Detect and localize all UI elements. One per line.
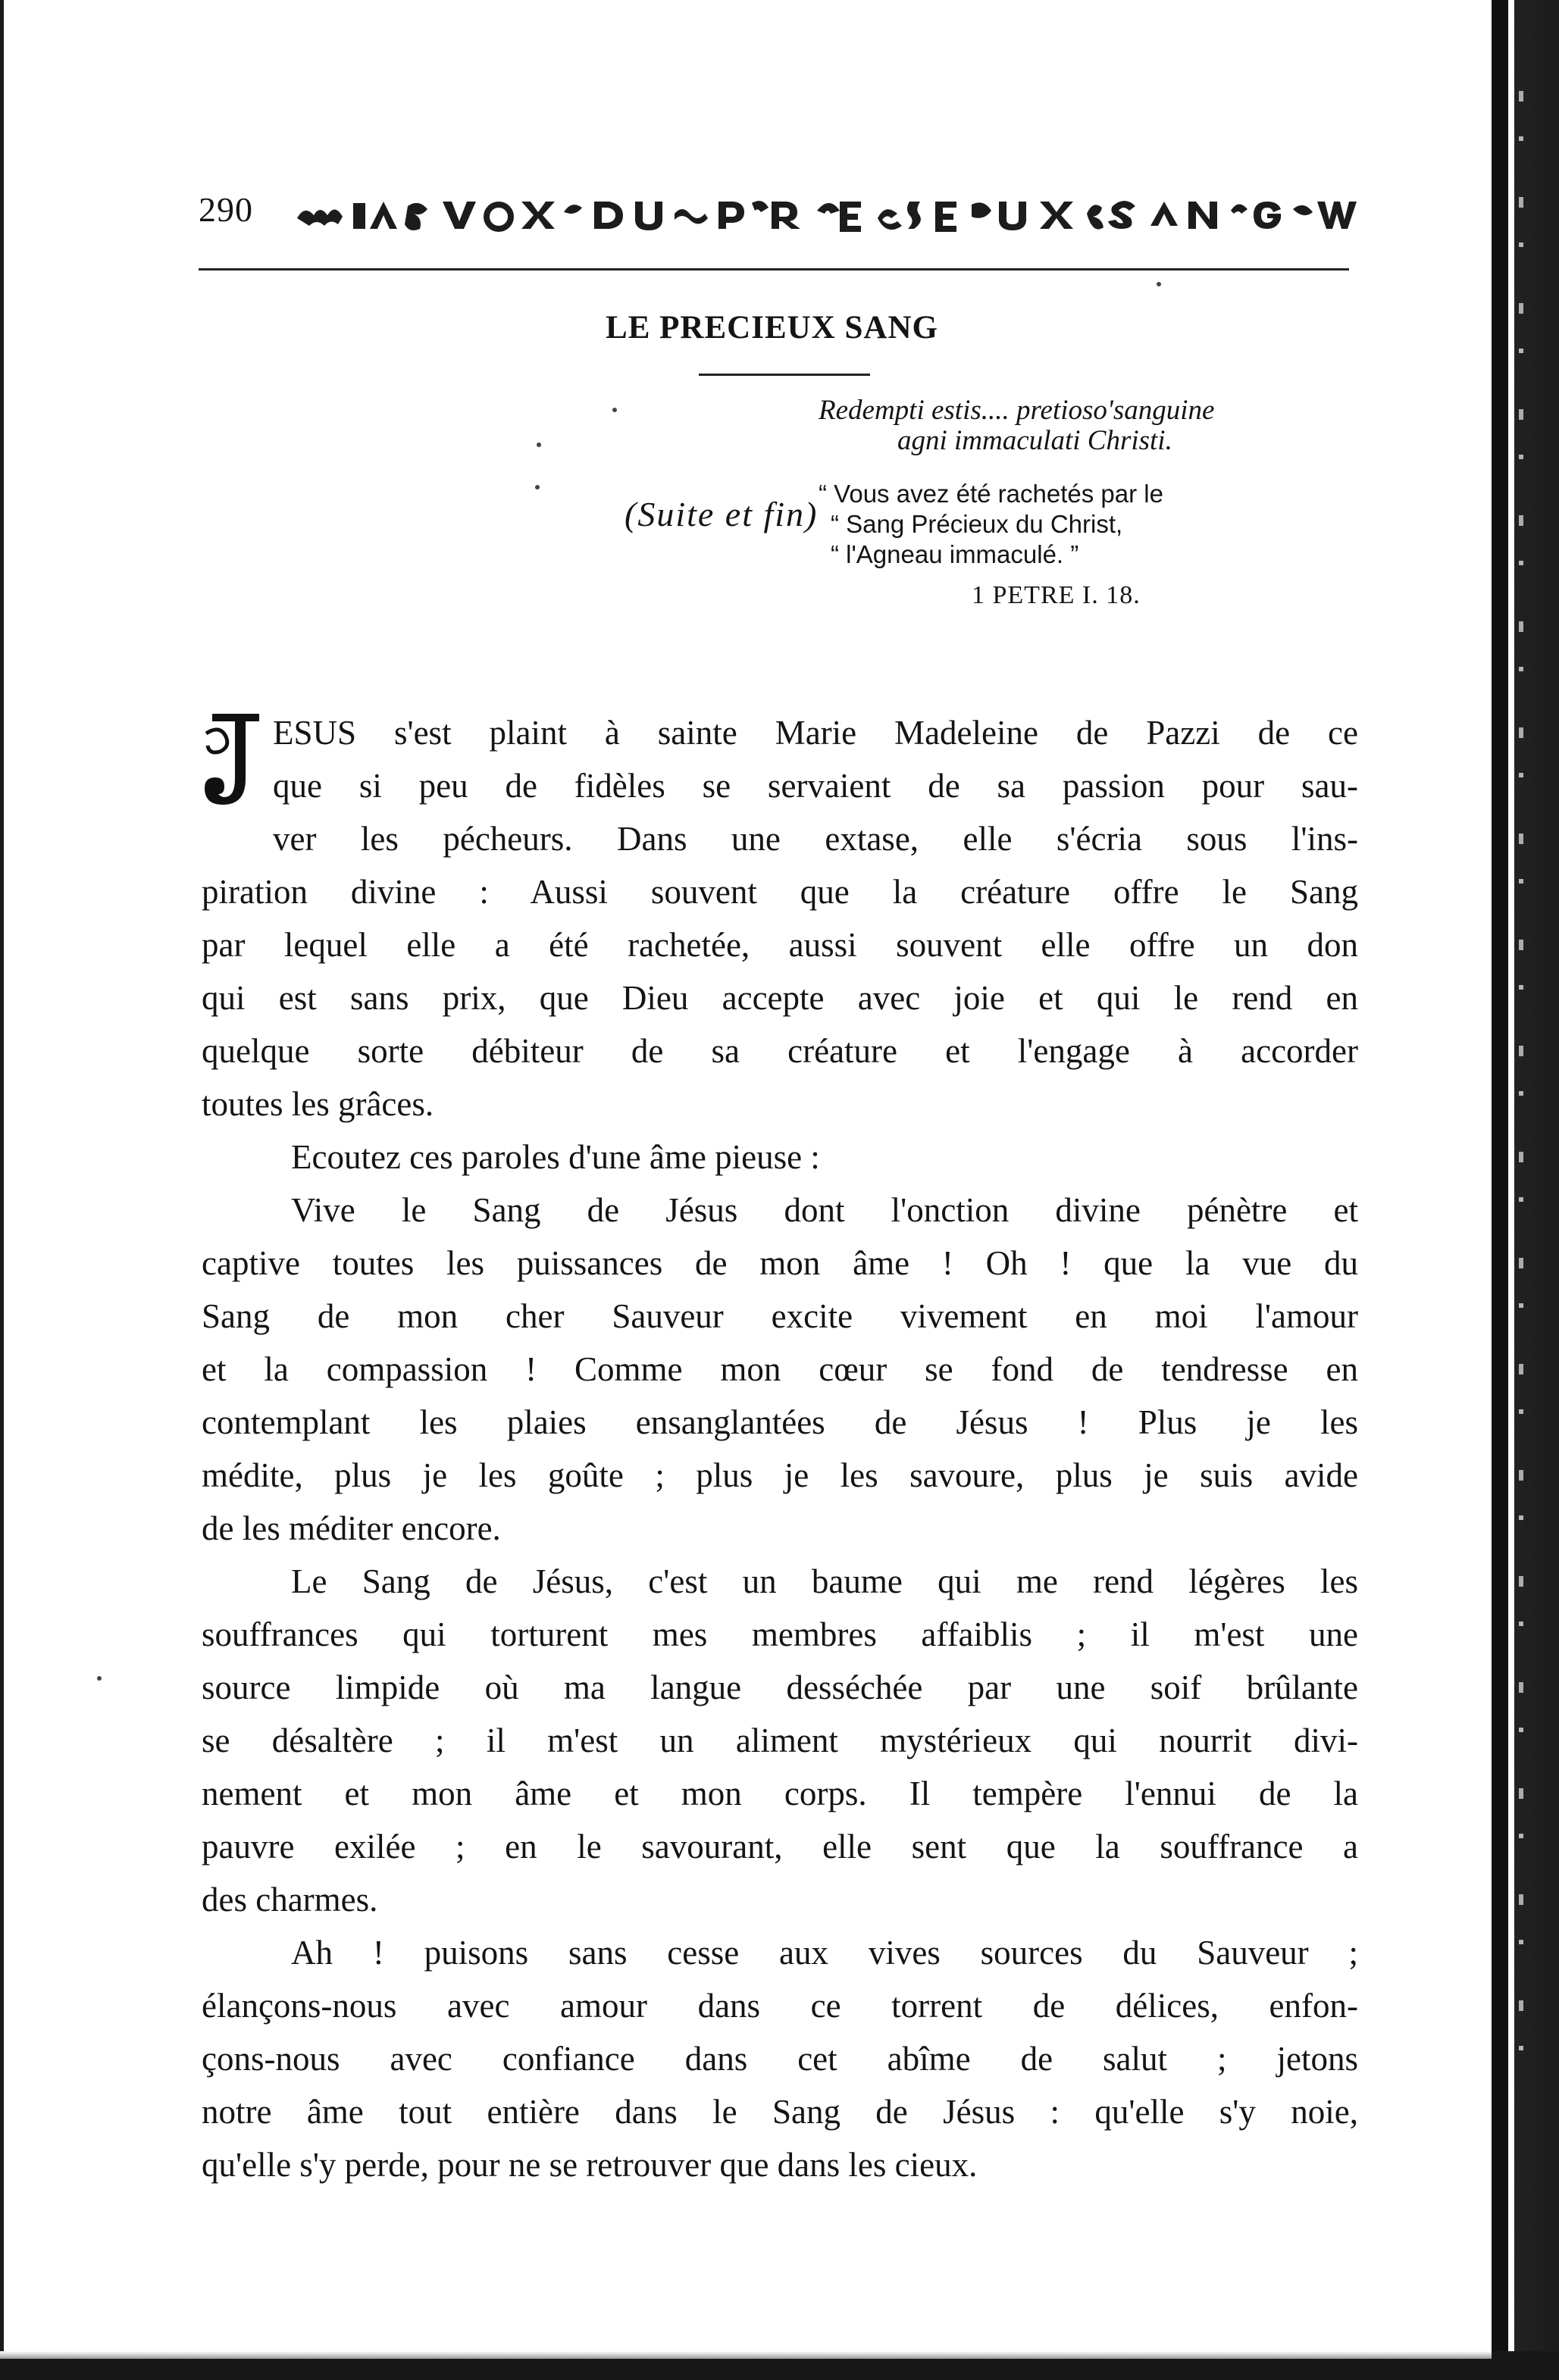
epigraph-french [781,479,1372,570]
body-line: Ah ! puisons sans cesse aux vives sources du Sauveur ; [291,1934,1358,1972]
page-title: LE PRECIEUX SANG [606,310,938,346]
body-line: Le Sang de Jésus, c'est un baume qui me rend légères les [291,1562,1358,1600]
body-line: ESUS s'est plaint à sainte Marie Madeleine de Pazzi de ce [273,714,1358,752]
header-rule [199,268,1349,271]
body-line: contemplant les plaies ensanglantées de Jésus ! Plus je les [202,1403,1358,1441]
epigraph-latin-line: agni immaculati Christi. [897,425,1172,456]
stray-mark [537,443,541,447]
body-line: souffrances qui torturent mes membres affaiblis ; il m'est une [202,1615,1358,1653]
body-line: qui est sans prix, que Dieu accepte avec joie et qui le rend en [202,979,1358,1017]
body-line: élançons-nous avec amour dans ce torrent de délices, enfon- [202,1987,1358,2025]
epigraph-reference: 1 PETRE I. 18. [972,581,1141,609]
body-line: médite, plus je les goûte ; plus je les savoure, plus je suis avide [202,1456,1358,1494]
body-line: çons-nous avec confiance dans cet abîme de salut ; jetons [202,2040,1358,2078]
epigraph-french-line: “ l'Agneau immaculé. ” [831,540,1079,568]
scan-bottom-edge [0,2351,1559,2380]
body-line: que si peu de fidèles se servaient de sa passion pour sau- [273,767,1358,805]
body-line: pauvre exilée ; en le savourant, elle sent que la souffrance a [202,1828,1358,1866]
body-line: source limpide où ma langue desséchée par une soif brûlante [202,1669,1358,1706]
epigraph-french-line: “ Vous avez été rachetés par le [819,480,1163,508]
body-line: des charmes. [202,1881,378,1919]
body-line: piration divine : Aussi souvent que la créature offre le Sang [202,873,1358,911]
scan-left-edge [0,0,4,2380]
body-line: nement et mon âme et mon corps. Il tempère l'ennui de la [202,1775,1358,1812]
body-line: quelque sorte débiteur de sa créature et l'engage à accorder [202,1032,1358,1070]
body-line: se désaltère ; il m'est un aliment mystérieux qui nourrit divi- [202,1722,1358,1759]
epigraph-latin-line: Redempti estis.... pretioso'sanguine [819,395,1215,426]
body-line: qu'elle s'y perde, pour ne se retrouver que dans les cieux. [202,2146,978,2184]
stray-mark [612,408,617,412]
body-line: par lequel elle a été rachetée, aussi souvent elle offre un don [202,926,1358,964]
title-rule [699,374,870,376]
subtitle: (Suite et fin) [625,495,819,533]
page-number: 290 [199,190,253,229]
running-title-ornament [294,195,1358,235]
scan-right-edge [1492,0,1559,2380]
body-line: Ecoutez ces paroles d'une âme pieuse : [291,1138,820,1176]
body-text [202,706,1358,2191]
body-line: Vive le Sang de Jésus dont l'onction divine pénètre et [291,1191,1358,1229]
body-line: et la compassion ! Comme mon cœur se fond de tendresse en [202,1350,1358,1388]
running-head [199,188,1358,249]
body-line: captive toutes les puissances de mon âme ! Oh ! que la vue du [202,1244,1358,1282]
body-line: notre âme tout entière dans le Sang de Jésus : qu'elle s'y noie, [202,2093,1358,2131]
body-line: toutes les grâces. [202,1085,434,1123]
body-line: de les méditer encore. [202,1509,501,1547]
body-line: Sang de mon cher Sauveur excite vivement en moi l'amour [202,1297,1358,1335]
epigraph [781,396,1372,611]
body-line: ver les pécheurs. Dans une extase, elle s'écria sous l'ins- [273,820,1358,858]
stray-mark [97,1676,102,1681]
epigraph-latin [781,396,1372,456]
stray-mark [1157,282,1161,286]
epigraph-french-line: “ Sang Précieux du Christ, [831,510,1123,538]
stray-mark [535,485,540,489]
